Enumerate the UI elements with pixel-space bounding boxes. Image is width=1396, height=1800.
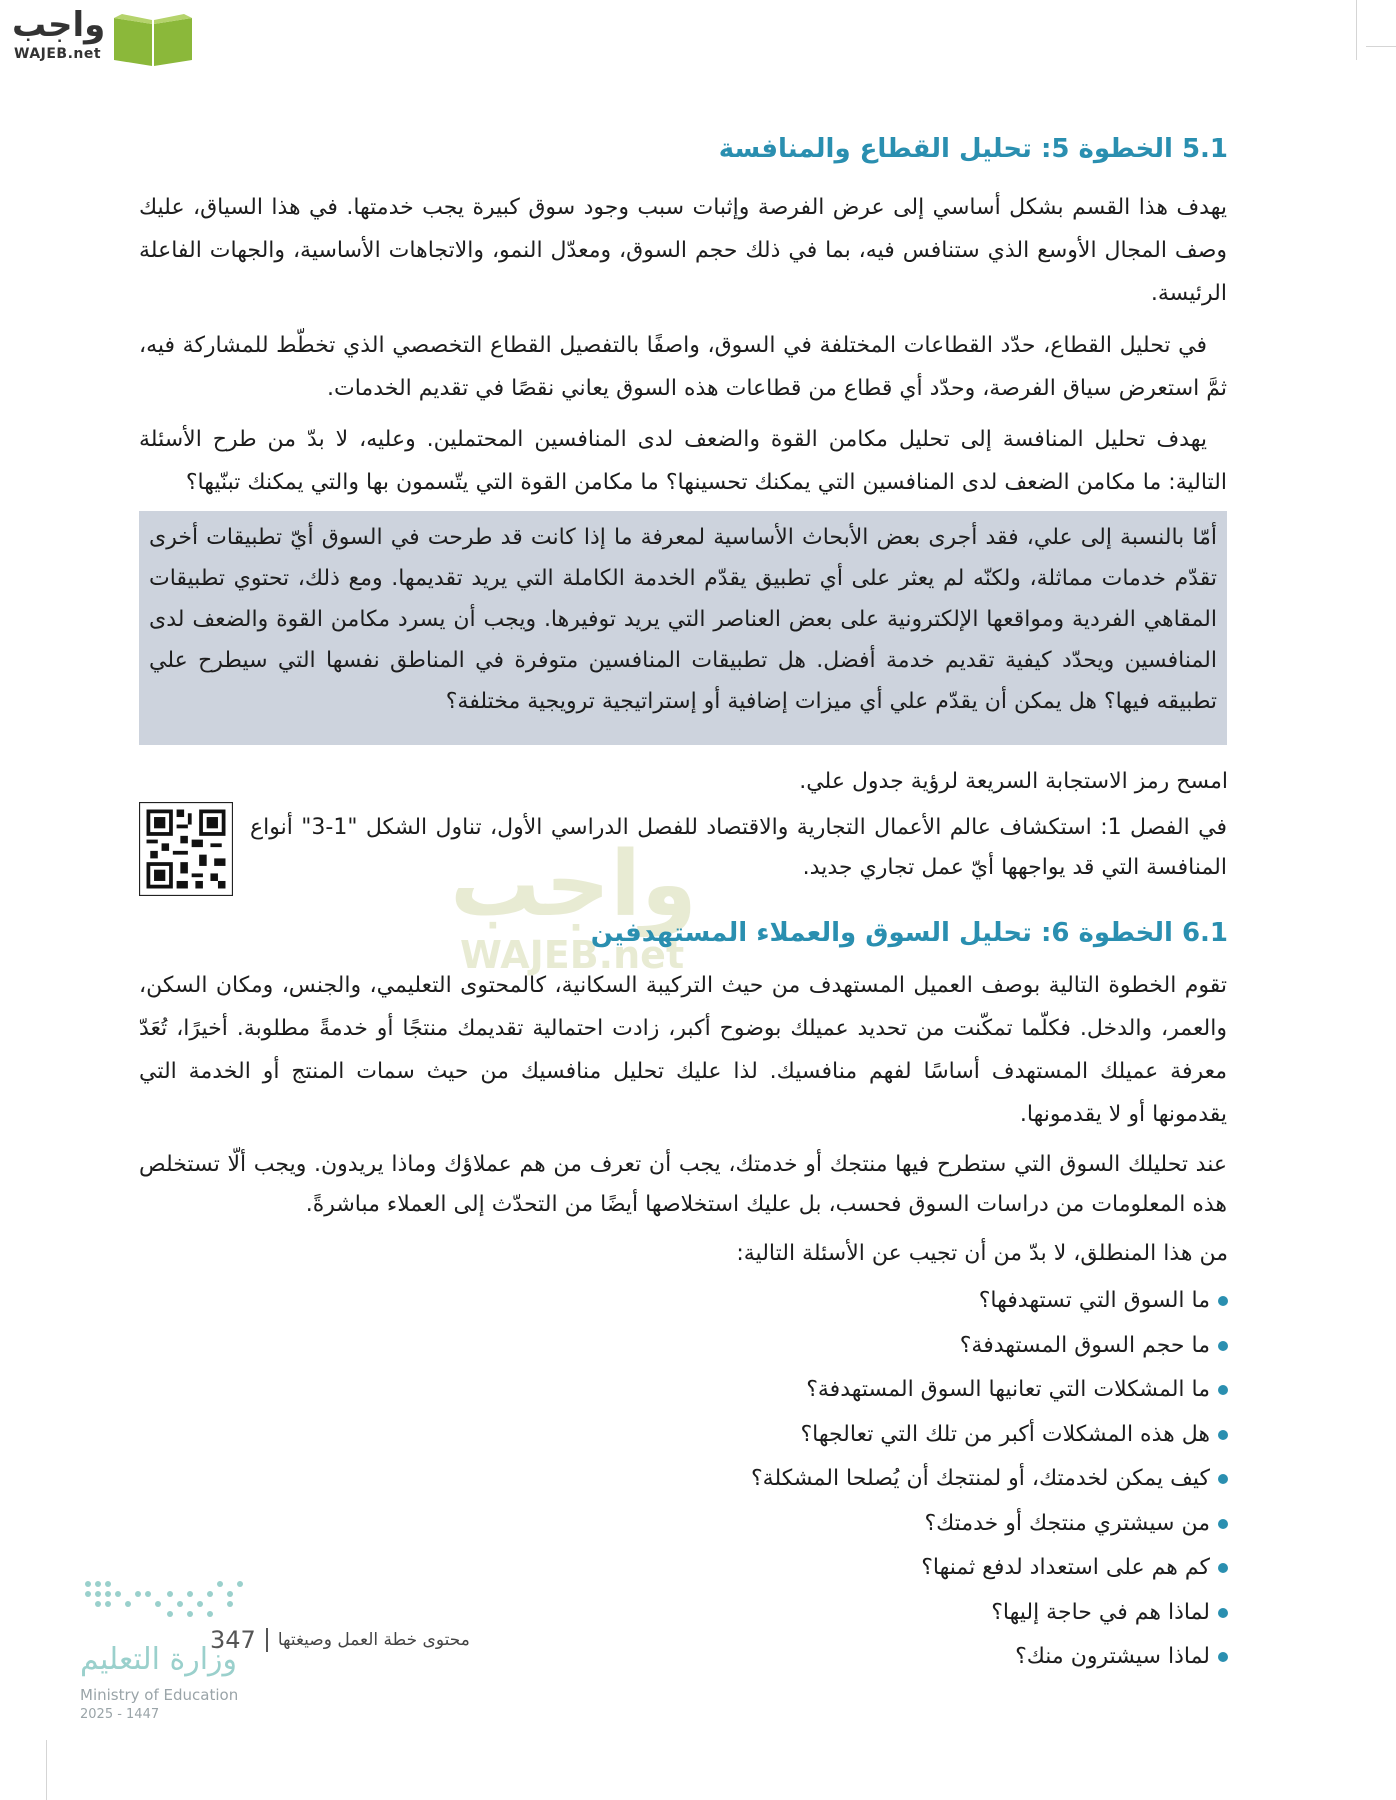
section-5-intro: يهدف هذا القسم بشكل أساسي إلى عرض الفرصة وإثبات سبب وجود سوق كبيرة يجب خدمتها. في هذا السياق، عليك وصف المجال الأوسع الذي ستنافس فيه، بما في ذلك حجم السوق، ومعدّل النمو، والاتجاهات الأساسية، والجهات الفاعلة الرئيسة. bbox=[139, 195, 1227, 306]
logo-arabic: واجب bbox=[12, 5, 106, 45]
bullet-icon bbox=[1218, 1474, 1228, 1484]
wajeb-logo bbox=[8, 6, 188, 66]
list-item: كيف يمكن لخدمتك، أو لمنتجك أن يُصلحا المشكلة؟ bbox=[751, 1457, 1228, 1502]
list-item: ما المشكلات التي تعانيها السوق المستهدفة؟ bbox=[751, 1368, 1228, 1413]
qr-reference-text: في الفصل 1: استكشاف عالم الأعمال التجارية والاقتصاد للفصل الدراسي الأول، تناول الشكل "1-3" أنواع المنافسة التي قد يواجهها أيّ عمل تجاري جديد. bbox=[250, 815, 1227, 880]
footer-divider bbox=[266, 1628, 268, 1652]
list-item: ما السوق التي تستهدفها؟ bbox=[751, 1279, 1228, 1324]
section-6-heading: 6.1 الخطوة 6: تحليل السوق والعملاء المستهدفين bbox=[590, 918, 1228, 948]
ministry-logo-dots-icon bbox=[80, 1576, 250, 1632]
list-item: لماذا سيشترون منك؟ bbox=[751, 1635, 1228, 1680]
page-footer bbox=[210, 1626, 470, 1654]
questions-list bbox=[751, 1279, 1228, 1680]
page-number: 347 bbox=[210, 1626, 256, 1654]
book-icon bbox=[112, 10, 194, 68]
sector-analysis-paragraph: في تحليل القطاع، حدّد القطاعات المختلفة في السوق، واصفًا بالتفصيل القطاع التخصصي الذي تخطّط للمشاركة فيه، ثمَّ استعرض سياق الفرصة، وحدّد أي قطاع من قطاعات هذه السوق يعاني نقصًا في تقديم الخدمات. bbox=[139, 333, 1227, 401]
bullet-icon bbox=[1218, 1341, 1228, 1351]
questions-intro: من هذا المنطلق، لا بدّ من أن تجيب عن الأسئلة التالية: bbox=[736, 1241, 1228, 1266]
list-item: هل هذه المشكلات أكبر من تلك التي تعالجها؟ bbox=[751, 1413, 1228, 1458]
bullet-icon bbox=[1218, 1652, 1228, 1662]
academic-year: 2025 - 1447 bbox=[80, 1707, 160, 1722]
chapter-title: محتوى خطة العمل وصيغتها bbox=[277, 1630, 470, 1650]
bullet-icon bbox=[1218, 1430, 1228, 1440]
bullet-icon bbox=[1218, 1608, 1228, 1618]
market-analysis-paragraph: عند تحليلك السوق التي ستطرح فيها منتجك أو خدمتك، يجب أن تعرف من هم عملاؤك وماذا يريدون. ويجب ألّا تستخلص هذه المعلومات من دراسات السوق فحسب، بل عليك استخلاصها أيضًا من التحدّث إلى العملاء مباشرةً. bbox=[139, 1152, 1227, 1217]
competition-analysis-paragraph: يهدف تحليل المنافسة إلى تحليل مكامن القوة والضعف لدى المنافسين المحتملين. وعليه، لا بدّ من طرح الأسئلة التالية: ما مكامن الضعف لدى المنافسين التي يمكنك تحسينها؟ ما مكامن القوة التي يتّسمون بها والتي يمكنك تبنّيها؟ bbox=[139, 427, 1227, 495]
logo-latin: WAJEB.net bbox=[14, 46, 102, 62]
corner-line bbox=[46, 1740, 47, 1800]
bullet-icon bbox=[1218, 1385, 1228, 1395]
ministry-name-english: Ministry of Education bbox=[80, 1686, 239, 1704]
bullet-icon bbox=[1218, 1519, 1228, 1529]
watermark-arabic: واجب bbox=[450, 832, 697, 937]
bullet-icon bbox=[1218, 1563, 1228, 1573]
bullet-icon bbox=[1218, 1296, 1228, 1306]
list-item: لماذا هم في حاجة إليها؟ bbox=[751, 1591, 1228, 1636]
section-6-intro: تقوم الخطوة التالية بوصف العميل المستهدف من حيث التركيبة السكانية، كالمحتوى التعليمي، والجنس، ومكان السكن، والعمر، والدخل. فكلّما تمكّنت من تحديد عميلك بوضوح أكبر، زادت احتمالية تقديمك منتجًا أو خدمةً مطلوبة. أخيرًا، تُعَدّ معرفة عميلك المستهدف أساسًا لفهم منافسيك. لذا عليك تحليل منافسيك من حيث سمات المنتج أو الخدمة التي يقدمونها أو لا يقدمونها. bbox=[139, 973, 1227, 1127]
watermark-latin: WAJEB.net bbox=[460, 933, 685, 977]
list-item: ما حجم السوق المستهدفة؟ bbox=[751, 1324, 1228, 1369]
qr-caption: امسح رمز الاستجابة السريعة لرؤية جدول علي. bbox=[799, 769, 1228, 794]
ali-case-box: أمّا بالنسبة إلى علي، فقد أجرى بعض الأبحاث الأساسية لمعرفة ما إذا كانت قد طرحت في السوق أيّ تطبيقات أخرى تقدّم خدمات مماثلة، ولكنّه لم يعثر على أي تطبيق يقدّم الخدمة الكاملة التي يريد تقديمها. ومع ذلك، تحتوي تطبيقات المقاهي الفردية ومواقعها الإلكترونية على بعض العناصر التي يريد توفيرها. ويجب أن يسرد مكامن القوة والضعف لدى المنافسين ويحدّد كيفية تقديم خدمة أفضل. هل تطبيقات المنافسين متوفرة في المناطق نفسها التي سيطرح علي تطبيقه فيها؟ هل يمكن أن يقدّم علي أي ميزات إضافية أو إستراتيجية ترويجية مختلفة؟ bbox=[139, 511, 1227, 745]
section-5-heading: 5.1 الخطوة 5: تحليل القطاع والمنافسة bbox=[718, 134, 1228, 164]
corner-line bbox=[1366, 46, 1396, 47]
list-item: كم هم على استعداد لدفع ثمنها؟ bbox=[751, 1546, 1228, 1591]
corner-line bbox=[1356, 0, 1357, 60]
ministry-name-arabic: وزارة التعليم bbox=[80, 1642, 238, 1677]
list-item: من سيشتري منتجك أو خدمتك؟ bbox=[751, 1502, 1228, 1547]
qr-code-icon[interactable] bbox=[139, 802, 233, 896]
